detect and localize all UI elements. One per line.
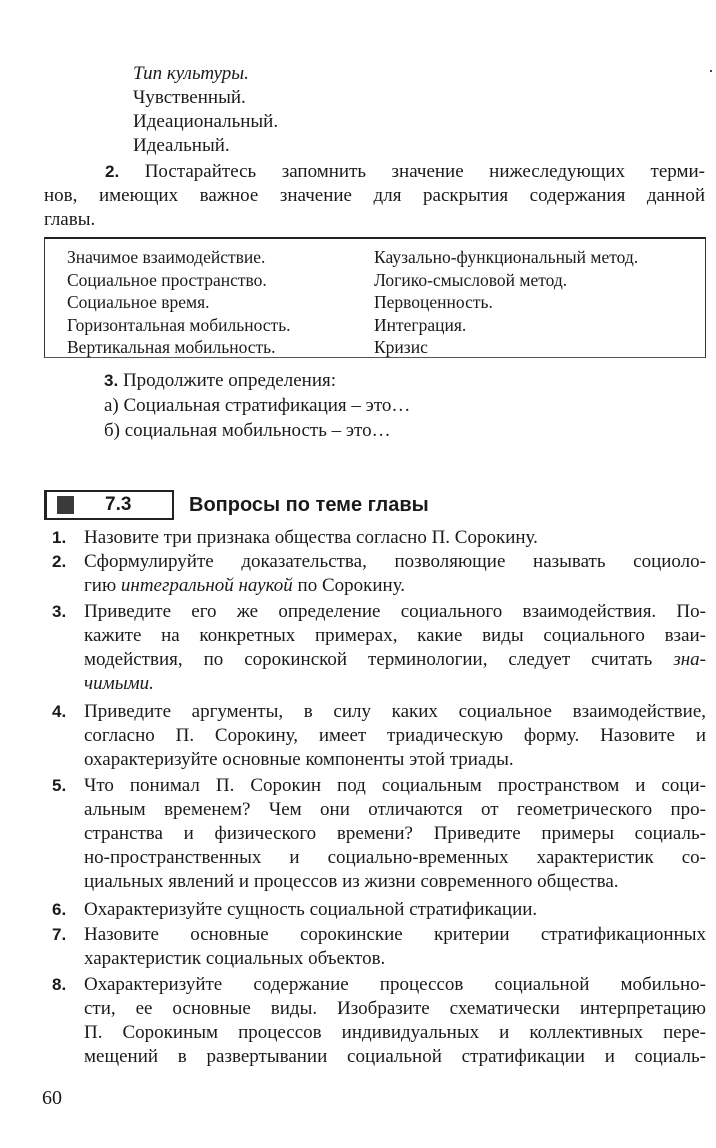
term-item: Логико-смысловой метод.	[374, 269, 568, 290]
culture-type-item: Идеациональный.	[133, 111, 279, 132]
task-3-intro-line	[104, 369, 336, 393]
question-number: 4.	[52, 702, 67, 721]
question-text: Приведите аргументы, в силу каких социальное взаимодействие, согласно П. Сорокину, имеет триадическую форму. Назовите и охарактеризуйте основные компоненты этой триады.	[84, 701, 706, 770]
term-item: Вертикальная мобильность.	[67, 337, 276, 357]
culture-type-item: Чувственный.	[133, 87, 246, 108]
term-item: Кризис	[374, 337, 428, 357]
task-3-definition-b: б) социальная мобильность – это…	[104, 420, 391, 441]
term-item: Первоценность.	[374, 292, 493, 312]
question-number: 1.	[52, 528, 67, 547]
section-title: Вопросы по теме главы	[189, 494, 429, 516]
page-number: 60	[42, 1087, 62, 1109]
section-label-box	[44, 490, 174, 520]
question-text: Что понимал П. Сорокин под социальным пространством и соци- альным временем? Чем они отличаются от геометрического про- странства и физического времени? Приведите примеры социаль- но-пространственных и социально-временных характеристик со- циальных явлений и процессов из жизни современного общества.	[84, 775, 706, 892]
term-item: Интеграция.	[374, 314, 467, 335]
term-item: Каузально-функциональный метод.	[374, 247, 639, 267]
question-text: Охарактеризуйте сущность социальной стратификации.	[84, 899, 538, 920]
task-2-number: 2.	[105, 162, 120, 181]
task-2-line: нов, имеющих важное значение для раскрытия содержания данной	[44, 185, 705, 206]
italic-term: интегральной наукой	[120, 575, 293, 596]
question-number: 8.	[52, 975, 67, 994]
term-item: Социальное пространство.	[67, 269, 267, 290]
terms-right-column	[374, 246, 638, 359]
culture-type-item: Идеальный.	[133, 135, 230, 156]
speck-mark	[710, 70, 712, 72]
task-2-line: главы.	[44, 209, 96, 230]
italic-term: чимыми.	[84, 673, 154, 694]
question-text: Назовите три признака общества согласно П. Сорокину.	[84, 527, 538, 548]
term-item: Значимое взаимодействие.	[67, 247, 266, 267]
question-text: Сформулируйте доказательства, позволяющие называть социоло- гию интегральной наукой по Сорокину.	[84, 551, 706, 596]
task-2-paragraph	[44, 160, 705, 232]
terms-table	[44, 237, 706, 358]
question-number: 2.	[52, 552, 67, 571]
task-3-number: 3.	[104, 371, 119, 390]
question-number: 3.	[52, 602, 67, 621]
question-number: 5.	[52, 776, 67, 795]
question-text: Приведите его же определение социального взаимодействия. По- кажите на конкретных примерах, какие виды социального взаи- модействия, по сорокинской терминологии, следует считать зна- чимыми.	[84, 601, 706, 694]
terms-left-column	[67, 246, 291, 359]
section-number: 7.3	[105, 494, 132, 515]
question-text: Назовите основные сорокинские критерии стратификационных характеристик социальных объектов.	[84, 924, 706, 969]
question-number: 7.	[52, 925, 67, 944]
section-square-icon	[57, 496, 74, 514]
term-item: Горизонтальная мобильность.	[67, 314, 291, 335]
culture-type-heading: Тип культуры.	[133, 63, 249, 84]
task-3-intro: Продолжите определения:	[122, 370, 337, 391]
italic-term: зна-	[673, 649, 706, 670]
task-2-line: Постарайтесь запомнить значение нижеследующих терми-	[144, 161, 706, 182]
term-item: Социальное время.	[67, 292, 210, 312]
task-3-definition-a: а) Социальная стратификация – это…	[104, 395, 411, 416]
question-text: Охарактеризуйте содержание процессов социальной мобильно- сти, ее основные виды. Изобразите схематически интерпретацию П. Сорокиным процессов индивидуальных и коллективных пере- мещений в развертывании социальной стратификации и социаль-	[84, 974, 706, 1067]
question-number: 6.	[52, 900, 67, 919]
